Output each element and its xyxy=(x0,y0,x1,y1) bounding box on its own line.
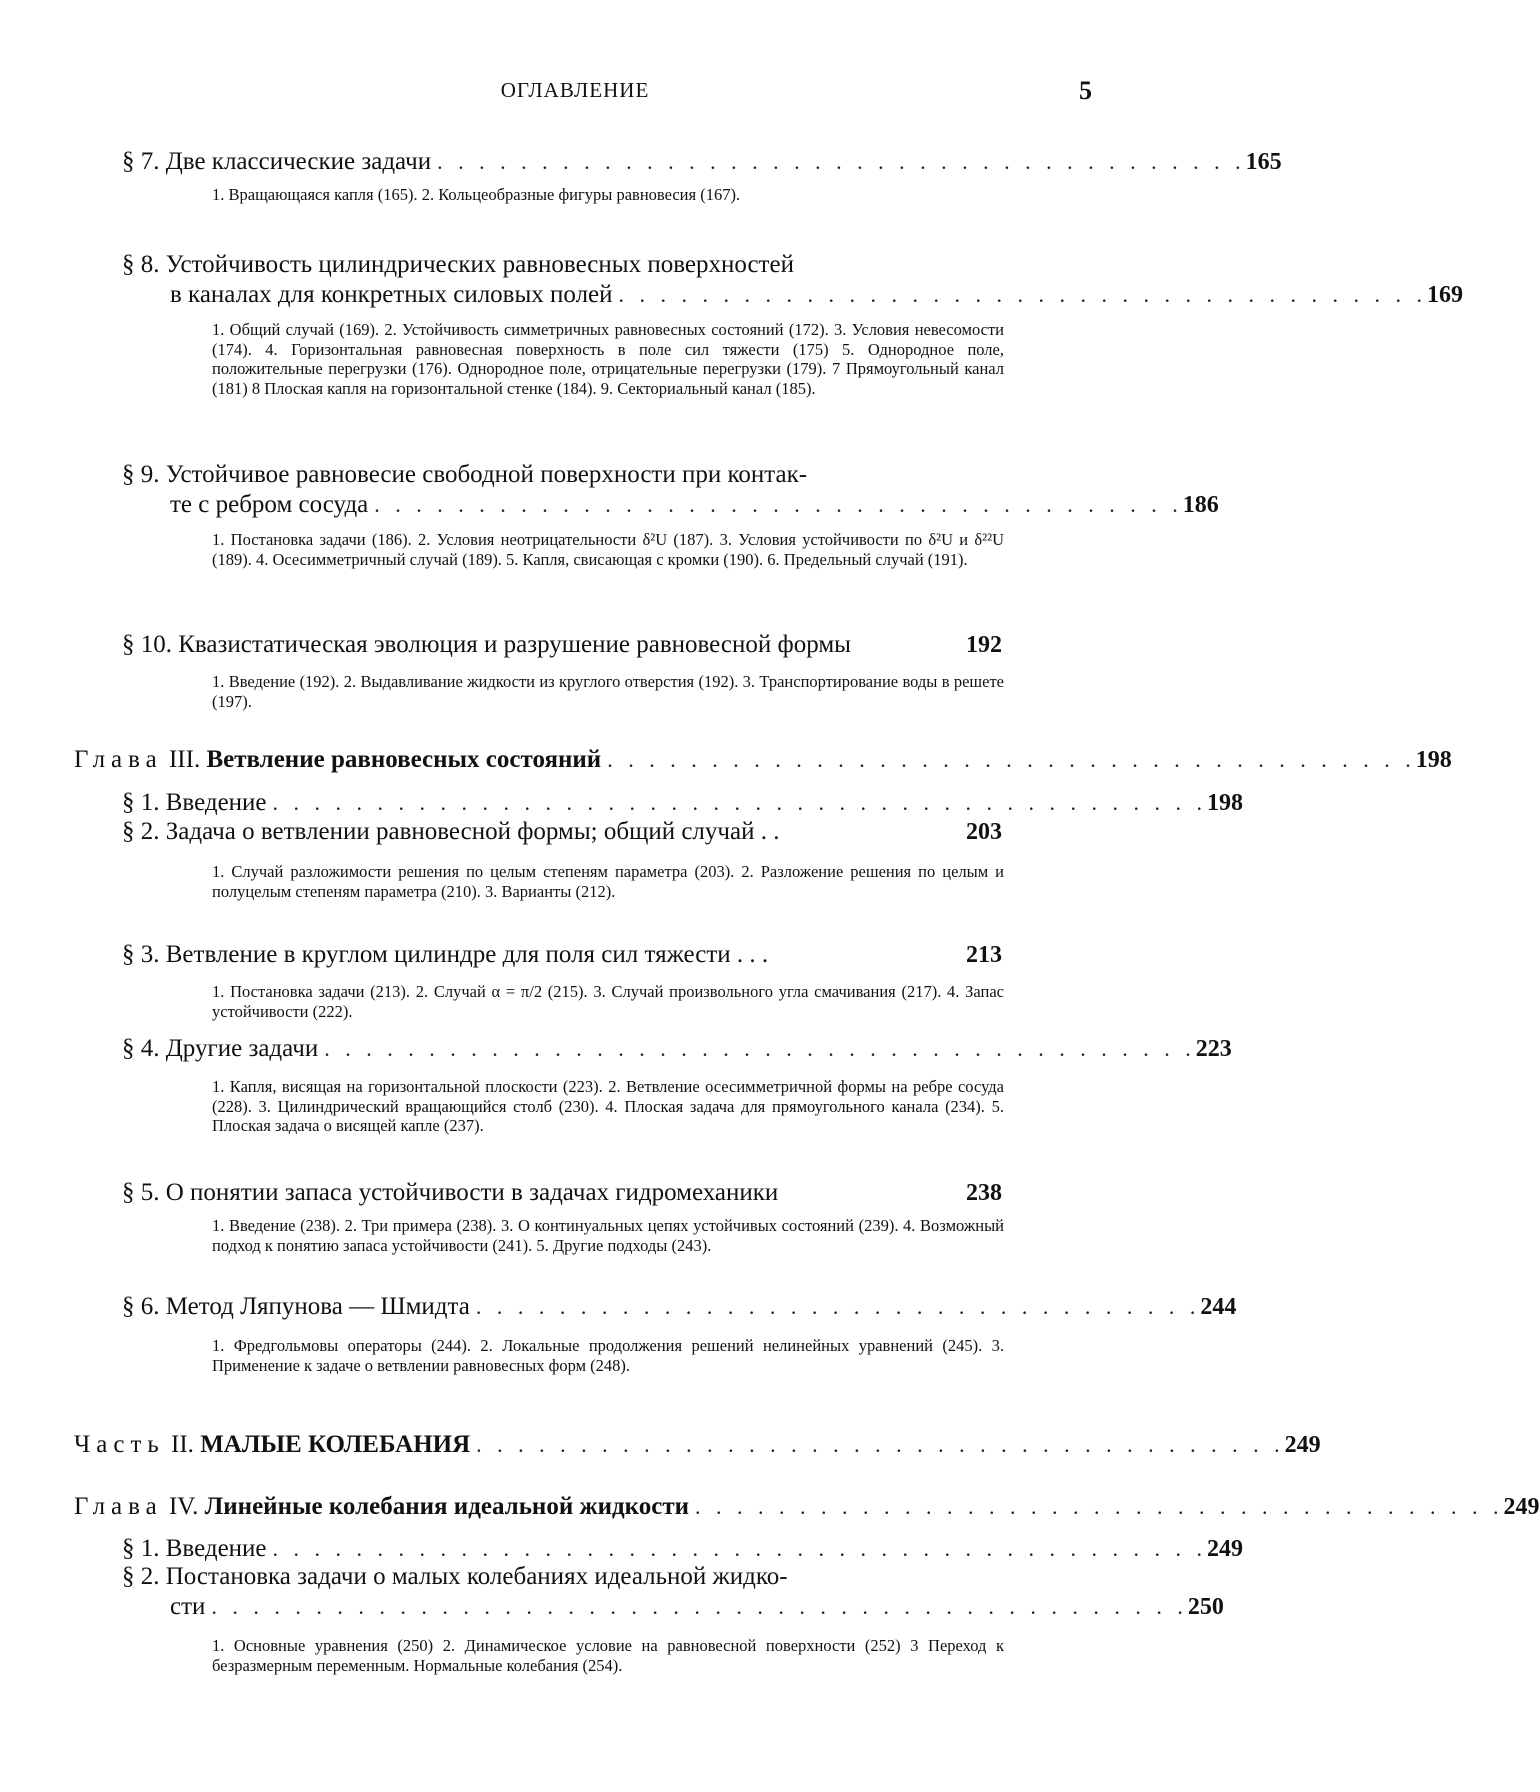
section-title: Устойчивость цилиндрических равновесных поверхностей xyxy=(165,251,794,278)
chapter-number: III. xyxy=(168,746,201,773)
part-title: МАЛЫЕ КОЛЕБАНИЯ xyxy=(200,1431,471,1458)
page-ref: 169 xyxy=(1427,282,1464,308)
section-title-continued: сти xyxy=(170,1593,206,1620)
dot-leader: . . . . . . . . . . . . . . . . . . . . . . . . . . . . . . . . . . . . . . . xyxy=(437,149,1246,174)
toc-entry-section[interactable] xyxy=(122,817,1002,847)
toc-entry-section[interactable] xyxy=(122,250,1464,310)
dot-leader: . . . . . . . . . . . . . . . . . . . . . . . . . . . . . . . . . . . . . . . xyxy=(607,747,1416,772)
section-title: Ветвление в круглом цилиндре для поля сил тяжести . . . xyxy=(165,941,769,968)
subsection-list: 1. Введение (192). 2. Выдавливание жидкости из круглого отверстия (192). 3. Транспортирование воды в решете (197). xyxy=(212,672,1004,711)
toc-entry-section[interactable] xyxy=(122,1534,1244,1564)
section-title: Квазистатическая эволюция и разрушение равновесной формы xyxy=(178,631,851,658)
subsection-list: 1. Капля, висящая на горизонтальной плоскости (223). 2. Ветвление осесимметричной формы на ребре сосуда (228). 3. Цилиндрический вращающийся столб (230). 4. Плоская задача для прямоугольного канала (234). 5. Плоская задача о висящей капле (237). xyxy=(212,1077,1004,1135)
chapter-word: Глава xyxy=(74,1493,163,1520)
section-number: § 2. xyxy=(122,818,160,845)
dot-leader: . . . . . . . . . . . . . . . . . . . . . . . . . . . . . . . . . . . . . . . xyxy=(476,1432,1285,1457)
dot-leader: . . . . . . . . . . . . . . . . . . . . . . . . . . . . . . . . . . . . . . . . . . . . . xyxy=(272,1536,1208,1561)
dot-leader: . . . . . . . . . . . . . . . . . . . . . . . . . . . . . . . . . . . . . . . xyxy=(374,492,1183,517)
chapter-word: Глава xyxy=(74,746,163,773)
dot-leader: . . . . . . . . . . . . . . . . . . . . . . . . . . . . . . . . . . . . . . . xyxy=(695,1494,1504,1519)
dot-leader: . . . . . . . . . . . . . . . . . . . . . . . . . . . . . . . . . . . . . . . xyxy=(618,282,1428,307)
section-title-continued: в каналах для конкретных силовых полей xyxy=(170,281,613,308)
section-title: Введение xyxy=(165,1535,267,1562)
page-number: 5 xyxy=(1079,76,1092,105)
section-title-continued: те с ребром сосуда xyxy=(170,491,369,518)
section-number: § 6. xyxy=(122,1293,160,1320)
subsection-list: 1. Фредгольмовы операторы (244). 2. Локальные продолжения решений нелинейных уравнений (245). 3. Применение к задаче о ветвлении равновесных форм (248). xyxy=(212,1336,1004,1375)
toc-entry-chapter[interactable] xyxy=(74,1492,1540,1522)
page-ref: 249 xyxy=(1503,1494,1540,1520)
subsection-list: 1. Постановка задачи (213). 2. Случай α = π/2 (215). 3. Случай произвольного угла смачивания (217). 4. Запас устойчивости (222). xyxy=(212,982,1004,1021)
toc-entry-section[interactable] xyxy=(122,940,1002,970)
toc-entry-section[interactable] xyxy=(122,460,1219,520)
page-ref: 186 xyxy=(1182,492,1219,518)
page-ref: 203 xyxy=(966,819,1002,845)
subsection-list: 1. Постановка задачи (186). 2. Условия неотрицательности δ²U (187). 3. Условия устойчивости по δ²U и δ²²U (189). 4. Осесимметричный случай (189). 5. Капля, свисающая с кромки (190). 6. Предельный случай (191). xyxy=(212,530,1004,569)
page-ref: 198 xyxy=(1415,747,1452,773)
subsection-list: 1. Введение (238). 2. Три примера (238). 3. О континуальных цепях устойчивых состояний (239). 4. Возможный подход к понятию запаса устойчивости (241). 5. Другие подходы (243). xyxy=(212,1216,1004,1255)
section-number: § 7. xyxy=(122,148,160,175)
toc-entry-section[interactable] xyxy=(122,1562,1224,1622)
section-title: Метод Ляпунова — Шмидта xyxy=(165,1293,470,1320)
section-title: Устойчивое равновесие свободной поверхности при контак- xyxy=(165,461,808,488)
page-ref: 244 xyxy=(1200,1294,1237,1320)
page-ref: 223 xyxy=(1195,1036,1232,1062)
dot-leader: . . . . . . . . . . . . . . . . . . . . . . . . . . . . . . . . . . . . . . . . . . . . . . . xyxy=(211,1594,1188,1619)
chapter-title: Ветвление равновесных состояний xyxy=(206,746,602,773)
toc-entry-section[interactable] xyxy=(122,147,1282,177)
running-title: ОГЛАВЛЕНИЕ xyxy=(500,78,650,102)
section-number: § 4. xyxy=(122,1035,160,1062)
subsection-list: 1. Общий случай (169). 2. Устойчивость симметричных равновесных состояний (172). 3. Условия невесомости (174). 4. Горизонтальная равновесная поверхность в поле сил тяжести (175) 5. Однородное поле, положительные перегрузки (176). Однородное поле, отрицательные перегрузки (179). 7 Прямоугольный канал (181) 8 Плоская капля на горизонтальной стенке (184). 9. Секториальный канал (185). xyxy=(212,320,1004,398)
page-ref: 249 xyxy=(1207,1536,1244,1562)
toc-entry-section[interactable] xyxy=(122,1178,1002,1208)
section-number: § 5. xyxy=(122,1179,160,1206)
section-number: § 8. xyxy=(122,251,160,278)
toc-entry-part[interactable] xyxy=(74,1430,1321,1460)
page-ref: 213 xyxy=(966,942,1002,968)
dot-leader: . . . . . . . . . . . . . . . . . . . . . . . . . . . . . . . . . . . . . . . . . . xyxy=(324,1036,1196,1061)
chapter-number: IV. xyxy=(168,1493,199,1520)
page-ref: 165 xyxy=(1245,149,1282,175)
section-number: § 2. xyxy=(122,1563,160,1590)
section-number: § 1. xyxy=(122,789,160,816)
section-title: Другие задачи xyxy=(165,1035,319,1062)
page-ref: 238 xyxy=(966,1180,1002,1206)
part-number: II. xyxy=(171,1431,194,1458)
section-number: § 1. xyxy=(122,1535,160,1562)
section-title: Задача о ветвлении равновесной формы; общий случай . . xyxy=(165,818,780,845)
section-title: Введение xyxy=(165,789,267,816)
section-title: Две классические задачи xyxy=(165,148,432,175)
dot-leader: . . . . . . . . . . . . . . . . . . . . . . . . . . . . . . . . . . . xyxy=(475,1294,1201,1319)
toc-entry-section[interactable] xyxy=(122,1034,1232,1064)
toc-entry-section[interactable] xyxy=(122,1292,1237,1322)
section-title: Постановка задачи о малых колебаниях идеальной жидко- xyxy=(165,1563,788,1590)
toc-entry-chapter[interactable] xyxy=(74,745,1452,775)
page-ref: 249 xyxy=(1284,1432,1321,1458)
page-ref: 198 xyxy=(1207,790,1244,816)
part-word: Часть xyxy=(74,1431,165,1458)
subsection-list: 1. Случай разложимости решения по целым степеням параметра (203). 2. Разложение решения по целым и полуцелым степеням параметра (210). 3. Варианты (212). xyxy=(212,862,1004,901)
section-title: О понятии запаса устойчивости в задачах гидромеханики xyxy=(165,1179,779,1206)
section-number: § 10. xyxy=(122,631,172,658)
dot-leader: . . . . . . . . . . . . . . . . . . . . . . . . . . . . . . . . . . . . . . . . . . . . . xyxy=(272,790,1208,815)
page-ref: 250 xyxy=(1187,1594,1224,1620)
subsection-list: 1. Вращающаяся капля (165). 2. Кольцеобразные фигуры равновесия (167). xyxy=(212,185,741,204)
toc-entry-section[interactable] xyxy=(122,788,1244,818)
toc-entry-section[interactable] xyxy=(122,630,1002,660)
chapter-title: Линейные колебания идеальной жидкости xyxy=(204,1493,690,1520)
section-number: § 9. xyxy=(122,461,160,488)
page-ref: 192 xyxy=(966,632,1002,658)
section-number: § 3. xyxy=(122,941,160,968)
subsection-list: 1. Основные уравнения (250) 2. Динамическое условие на равновесной поверхности (252) 3 Переход к безразмерным переменным. Нормальные колебания (254). xyxy=(212,1636,1004,1675)
